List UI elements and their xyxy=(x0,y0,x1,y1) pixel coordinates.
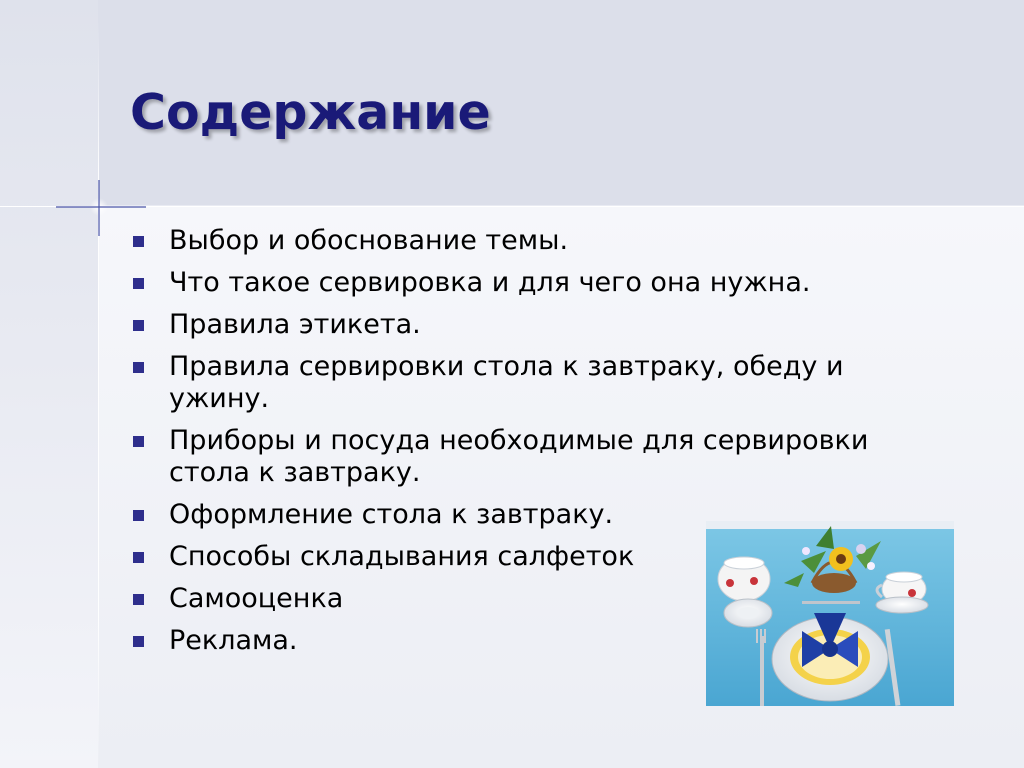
list-item-label: Самооценка xyxy=(169,583,344,614)
square-bullet-icon xyxy=(133,510,144,521)
list-item-label: Выбор и обоснование темы. xyxy=(169,225,569,256)
list-item-label: Правила сервировки стола к завтраку, обеду и ужину. xyxy=(169,351,844,414)
table-setting-photo xyxy=(706,521,954,706)
horizontal-decor-line xyxy=(0,206,1024,207)
list-item xyxy=(130,225,930,257)
square-bullet-icon xyxy=(133,594,144,605)
square-bullet-icon xyxy=(133,320,144,331)
slide-title: Содержание xyxy=(130,84,491,141)
list-item xyxy=(130,425,930,489)
square-bullet-icon xyxy=(133,636,144,647)
list-item-label: Приборы и посуда необходимые для сервировки стола к завтраку. xyxy=(169,425,869,488)
square-bullet-icon xyxy=(133,552,144,563)
left-decor-strip xyxy=(0,0,98,768)
square-bullet-icon xyxy=(133,278,144,289)
list-item-label: Оформление стола к завтраку. xyxy=(169,499,614,530)
list-item-label: Реклама. xyxy=(169,625,298,656)
square-bullet-icon xyxy=(133,236,144,247)
list-item xyxy=(130,267,930,299)
list-item-label: Что такое сервировка и для чего она нужна. xyxy=(169,267,811,298)
list-item-label: Правила этикета. xyxy=(169,309,421,340)
list-item xyxy=(130,351,930,415)
square-bullet-icon xyxy=(133,436,144,447)
square-bullet-icon xyxy=(133,362,144,373)
list-item xyxy=(130,309,930,341)
vertical-decor-line xyxy=(98,20,99,768)
list-item-label: Способы складывания салфеток xyxy=(169,541,635,572)
